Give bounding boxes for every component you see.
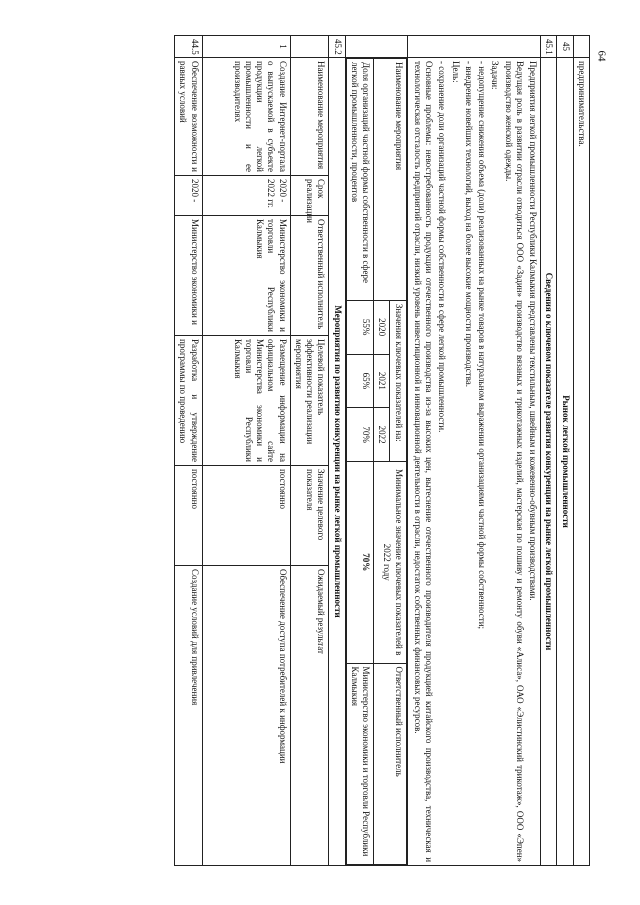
description-para: - сохранение доли организаций частной формы собственности в сфере легкой промышленности. <box>437 61 448 433</box>
kpi-header-min: Минимальное значение ключевых показателей в 2022 году <box>374 462 407 664</box>
measure-result: Создание условий для привлечения <box>175 566 203 866</box>
section-title: Рынок легкой промышленности <box>557 58 573 866</box>
measures-header-target: Значение целевого показателя <box>290 466 329 566</box>
measure-name: Создание Интернет-портала о выпускаемой в субъекте продукции легкой промышленности и ее производителях <box>202 58 290 176</box>
intro-text: предпринимательства. <box>573 58 589 866</box>
measure-resp: Министерство экономики и торговли Республики Калмыкия <box>202 216 290 336</box>
subsection2-title: Мероприятия по развитию конкуренции на рынке легкой промышленности <box>329 58 345 866</box>
measure-number: 1 <box>202 36 290 58</box>
subsection2-number: 45.2 <box>329 36 345 58</box>
measures-header-row <box>290 36 329 866</box>
measure-result: Обеспечение доступа потребителей к информации <box>202 566 290 866</box>
kpi-year: 2021 <box>374 354 390 408</box>
description-row <box>407 36 541 866</box>
description-para: Основные проблемы: невостребованность продукции отечественного производства из-за высоких цен, вытеснение отечественного производителя продукцией китайского производства, техническая и технологическая отсталость предприятий отрасли, низкий уровень инвестиционной и инновационной деятельности в отрасли, недостаток собственных финансовых ресурсов. <box>413 61 435 863</box>
kpi-value: 70% <box>346 408 374 462</box>
measure-target: постоянно <box>175 466 203 566</box>
kpi-value: 55% <box>346 300 374 354</box>
measure-number: 44.5 <box>175 36 203 58</box>
table-row <box>175 36 203 866</box>
kpi-year: 2020 <box>374 300 390 354</box>
table-row <box>202 36 290 866</box>
measure-name: Обеспечение возможности и равных условий <box>175 58 203 176</box>
kpi-header-values: Значения ключевых показателей на: <box>390 300 406 461</box>
main-table <box>174 35 590 866</box>
description-para: - внедрение новейших технологий, выход на более высокие мощности производства. <box>464 61 474 387</box>
subsection1-title: Сведения о ключевом показателе развития конкуренции на рынке легкой промышленности <box>541 58 557 866</box>
section-row <box>557 36 573 866</box>
measure-term: 2020 - 2022 гг. <box>202 176 290 216</box>
page-number: 64 <box>595 50 608 62</box>
description-para: - недопущение снижения объема (доли) реализованных на рынке товаров в натуральном выражении организациями частной формы собственности; <box>477 61 488 630</box>
measure-indicator: Разработка и утверждение программы по проведению <box>175 336 203 466</box>
measure-indicator: Размещение информации на официальном сайте Министерства экономики и торговли Республики Калмыкия <box>202 336 290 466</box>
kpi-table <box>346 58 407 865</box>
description-block <box>407 58 541 866</box>
subsection2-row <box>329 36 345 866</box>
section-number: 45 <box>557 36 573 58</box>
rotated-page <box>30 35 590 865</box>
subsection1-row <box>541 36 557 866</box>
measures-header-indicator: Целевой показатель эффективности реализации мероприятия <box>290 336 329 466</box>
kpi-min-value: 70% <box>346 462 374 664</box>
kpi-row-name: Доля организаций частной формы собственности в сфере легкой промышленности, процентов <box>346 59 374 301</box>
subsection1-number: 45.1 <box>541 36 557 58</box>
intro-row <box>573 36 589 866</box>
kpi-row <box>345 36 407 866</box>
description-para: Задачи: <box>490 61 501 90</box>
measures-header-name: Наименование мероприятия <box>290 58 329 176</box>
measures-header-resp: Ответственный исполнитель <box>290 216 329 336</box>
measure-term: 2020 - <box>175 176 203 216</box>
measures-header-result: Ожидаемый результат <box>290 566 329 866</box>
description-para: Ведущая роль в развитии отрасли отводиться ООО «Задин» производство вязаных и трикотажных изделий, мастерская по пошиву и ремонту обуви «Алиса», ОАО «Элистинский трикотаж», ООО «Эпен» производство женской одежды. <box>503 61 525 863</box>
kpi-value: 65% <box>346 354 374 408</box>
kpi-cell <box>345 58 407 866</box>
description-para: Цель: <box>450 61 461 83</box>
measure-resp: Министерство экономики и <box>175 216 203 336</box>
kpi-year: 2022 <box>374 408 390 462</box>
kpi-header-name: Наименование мероприятия <box>374 59 407 301</box>
description-para: Предприятия легкой промышленности Республики Калмыкия представлены текстильным, швейным и кожевенно-обувным производствами. <box>528 61 539 601</box>
measure-target: постоянно <box>202 466 290 566</box>
measures-header-term: Срок реализации <box>290 176 329 216</box>
kpi-resp: Министерство экономики и торговли Республики Калмыкия <box>346 663 374 865</box>
kpi-header-resp: Ответственный исполнитель <box>374 663 407 865</box>
